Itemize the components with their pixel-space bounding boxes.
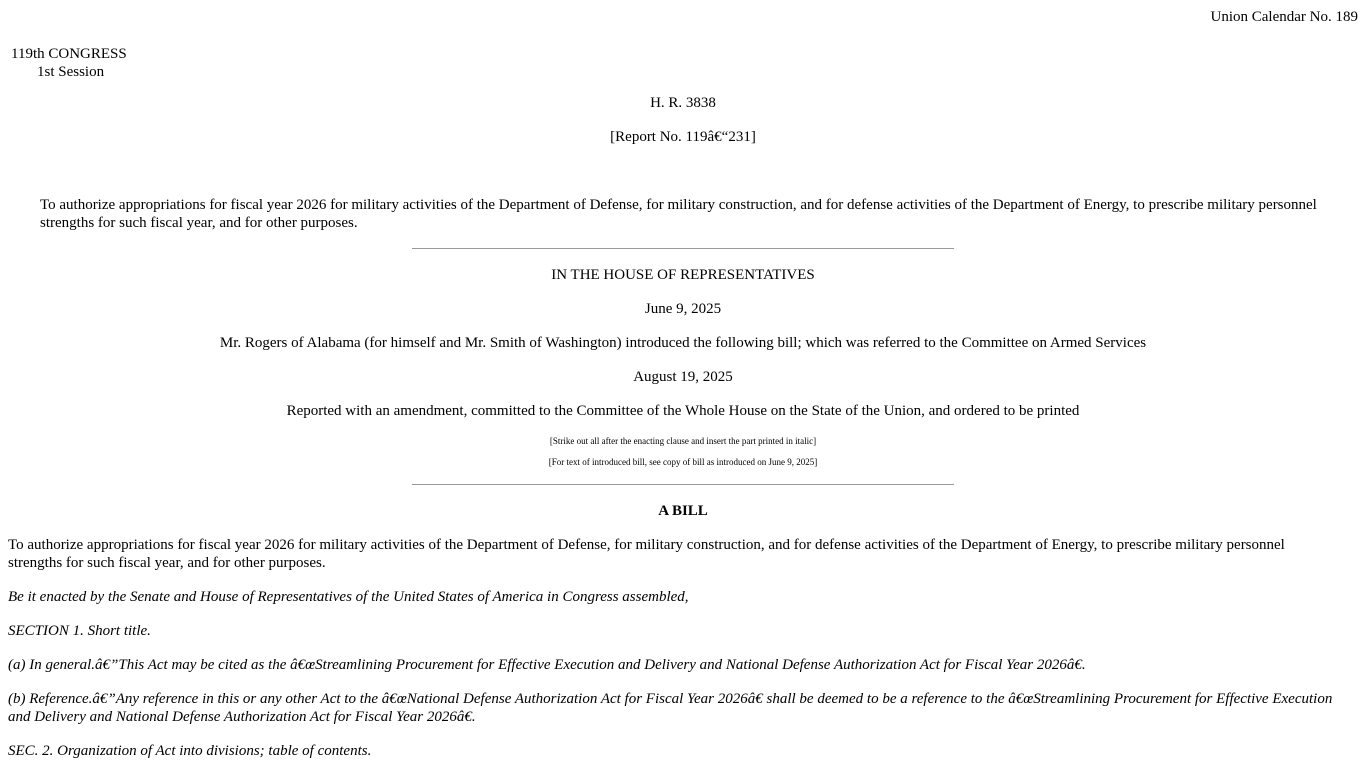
divider <box>412 484 954 485</box>
bill-short-description: To authorize appropriations for fiscal year 2026 for military activities of the Department of Defense, for military construction, and for defense activities of the Department of Energy, to prescribe military personnel strengths for such fiscal year, and for other purposes. <box>40 197 1317 231</box>
section-2-heading: SEC. 2. Organization of Act into divisions; table of contents. <box>8 743 372 759</box>
divider <box>412 248 954 249</box>
bill-number: H. R. 3838 <box>650 95 716 111</box>
introduced-date: June 9, 2025 <box>644 301 722 317</box>
section-1-heading: SECTION 1. Short title. <box>8 623 151 639</box>
section-1-paragraph-a: (a) In general.â€”This Act may be cited as the â€œStreamlining Procurement for Effective Execution and Delivery and National Defense Authorization Act for Fiscal Year 2026â€. <box>8 657 1086 673</box>
bill-title: To authorize appropriations for fiscal year 2026 for military activities of the Department of Defense, for military construction, and for defense activities of the Department of Energy, to prescribe military personnel strengths for such fiscal year, and for other purposes. <box>8 537 1285 571</box>
introduced-text-note: [For text of introduced bill, see copy of bill as introduced on June 9, 2025] <box>548 457 818 467</box>
union-calendar-number: Union Calendar No. 189 <box>1210 9 1358 25</box>
reported-date: August 19, 2025 <box>633 369 733 385</box>
section-1-paragraph-b: (b) Reference.â€”Any reference in this or any other Act to the â€œNational Defense Authorization Act for Fiscal Year 2026â€ shall be deemed to be a reference to the â€œStreamlining Procurement for Effective Execution and Delivery and National Defense Authorization Act for Fiscal Year 2026â€. <box>8 691 1333 725</box>
reported-statement: Reported with an amendment, committed to the Committee of the Whole House on the State of the Union, and ordered to be printed <box>286 403 1080 419</box>
enacting-clause: Be it enacted by the Senate and House of Representatives of the United States of America in Congress assembled, <box>8 589 689 605</box>
report-number: [Report No. 119â€“231] <box>610 129 756 145</box>
introduction-statement: Mr. Rogers of Alabama (for himself and Mr. Smith of Washington) introduced the following bill; which was referred to the Committee on Armed Services <box>219 335 1147 351</box>
strike-out-note: [Strike out all after the enacting clause and insert the part printed in italic] <box>549 436 817 446</box>
congress-label: 119th CONGRESS <box>11 46 127 62</box>
a-bill-heading: A BILL <box>658 503 708 519</box>
chamber-heading: IN THE HOUSE OF REPRESENTATIVES <box>551 267 815 283</box>
session-label: 1st Session <box>37 64 105 80</box>
